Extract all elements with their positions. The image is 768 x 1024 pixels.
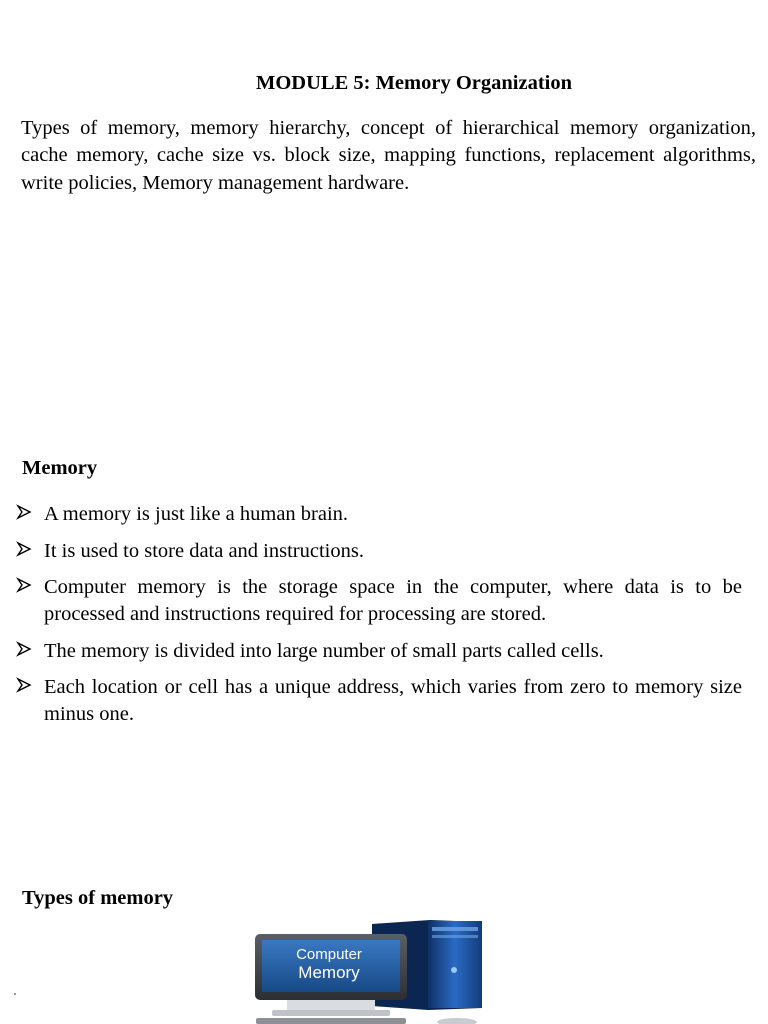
list-item xyxy=(16,574,742,628)
arrow-bullet-icon xyxy=(16,541,32,557)
arrow-bullet-icon xyxy=(16,641,32,657)
screen-line-1: Computer xyxy=(296,946,362,963)
keyboard xyxy=(256,1018,477,1024)
page-mark xyxy=(14,993,16,995)
computer-memory-illustration-icon xyxy=(252,918,492,1024)
bullet-text: Computer memory is the storage space in the computer, where data is to be processed and instructions required for processing are stored. xyxy=(44,576,742,625)
bullet-text: Each location or cell has a unique address, which varies from zero to memory size minus one. xyxy=(44,676,742,725)
arrow-bullet-icon xyxy=(16,677,32,693)
list-item xyxy=(16,538,742,565)
bullet-text: A memory is just like a human brain. xyxy=(44,503,349,525)
list-item xyxy=(16,638,742,665)
module-intro-paragraph: Types of memory, memory hierarchy, concept of hierarchical memory organization, cache memory, cache size vs. block size, mapping functions, replacement algorithms, write policies, Memory management hardware. xyxy=(21,117,756,194)
bullet-text: The memory is divided into large number of small parts called cells. xyxy=(44,639,604,662)
memory-section-heading: Memory xyxy=(22,457,98,479)
list-item xyxy=(16,674,742,728)
arrow-bullet-icon xyxy=(16,504,32,520)
arrow-bullet-icon xyxy=(16,577,32,593)
bullet-text: It is used to store data and instructions. xyxy=(44,539,364,562)
memory-bullet-list xyxy=(16,501,742,738)
list-item xyxy=(16,501,742,528)
screen-line-2: Memory xyxy=(298,963,360,982)
types-of-memory-heading: Types of memory xyxy=(22,887,174,909)
module-title: MODULE 5: Memory Organization xyxy=(256,72,572,94)
